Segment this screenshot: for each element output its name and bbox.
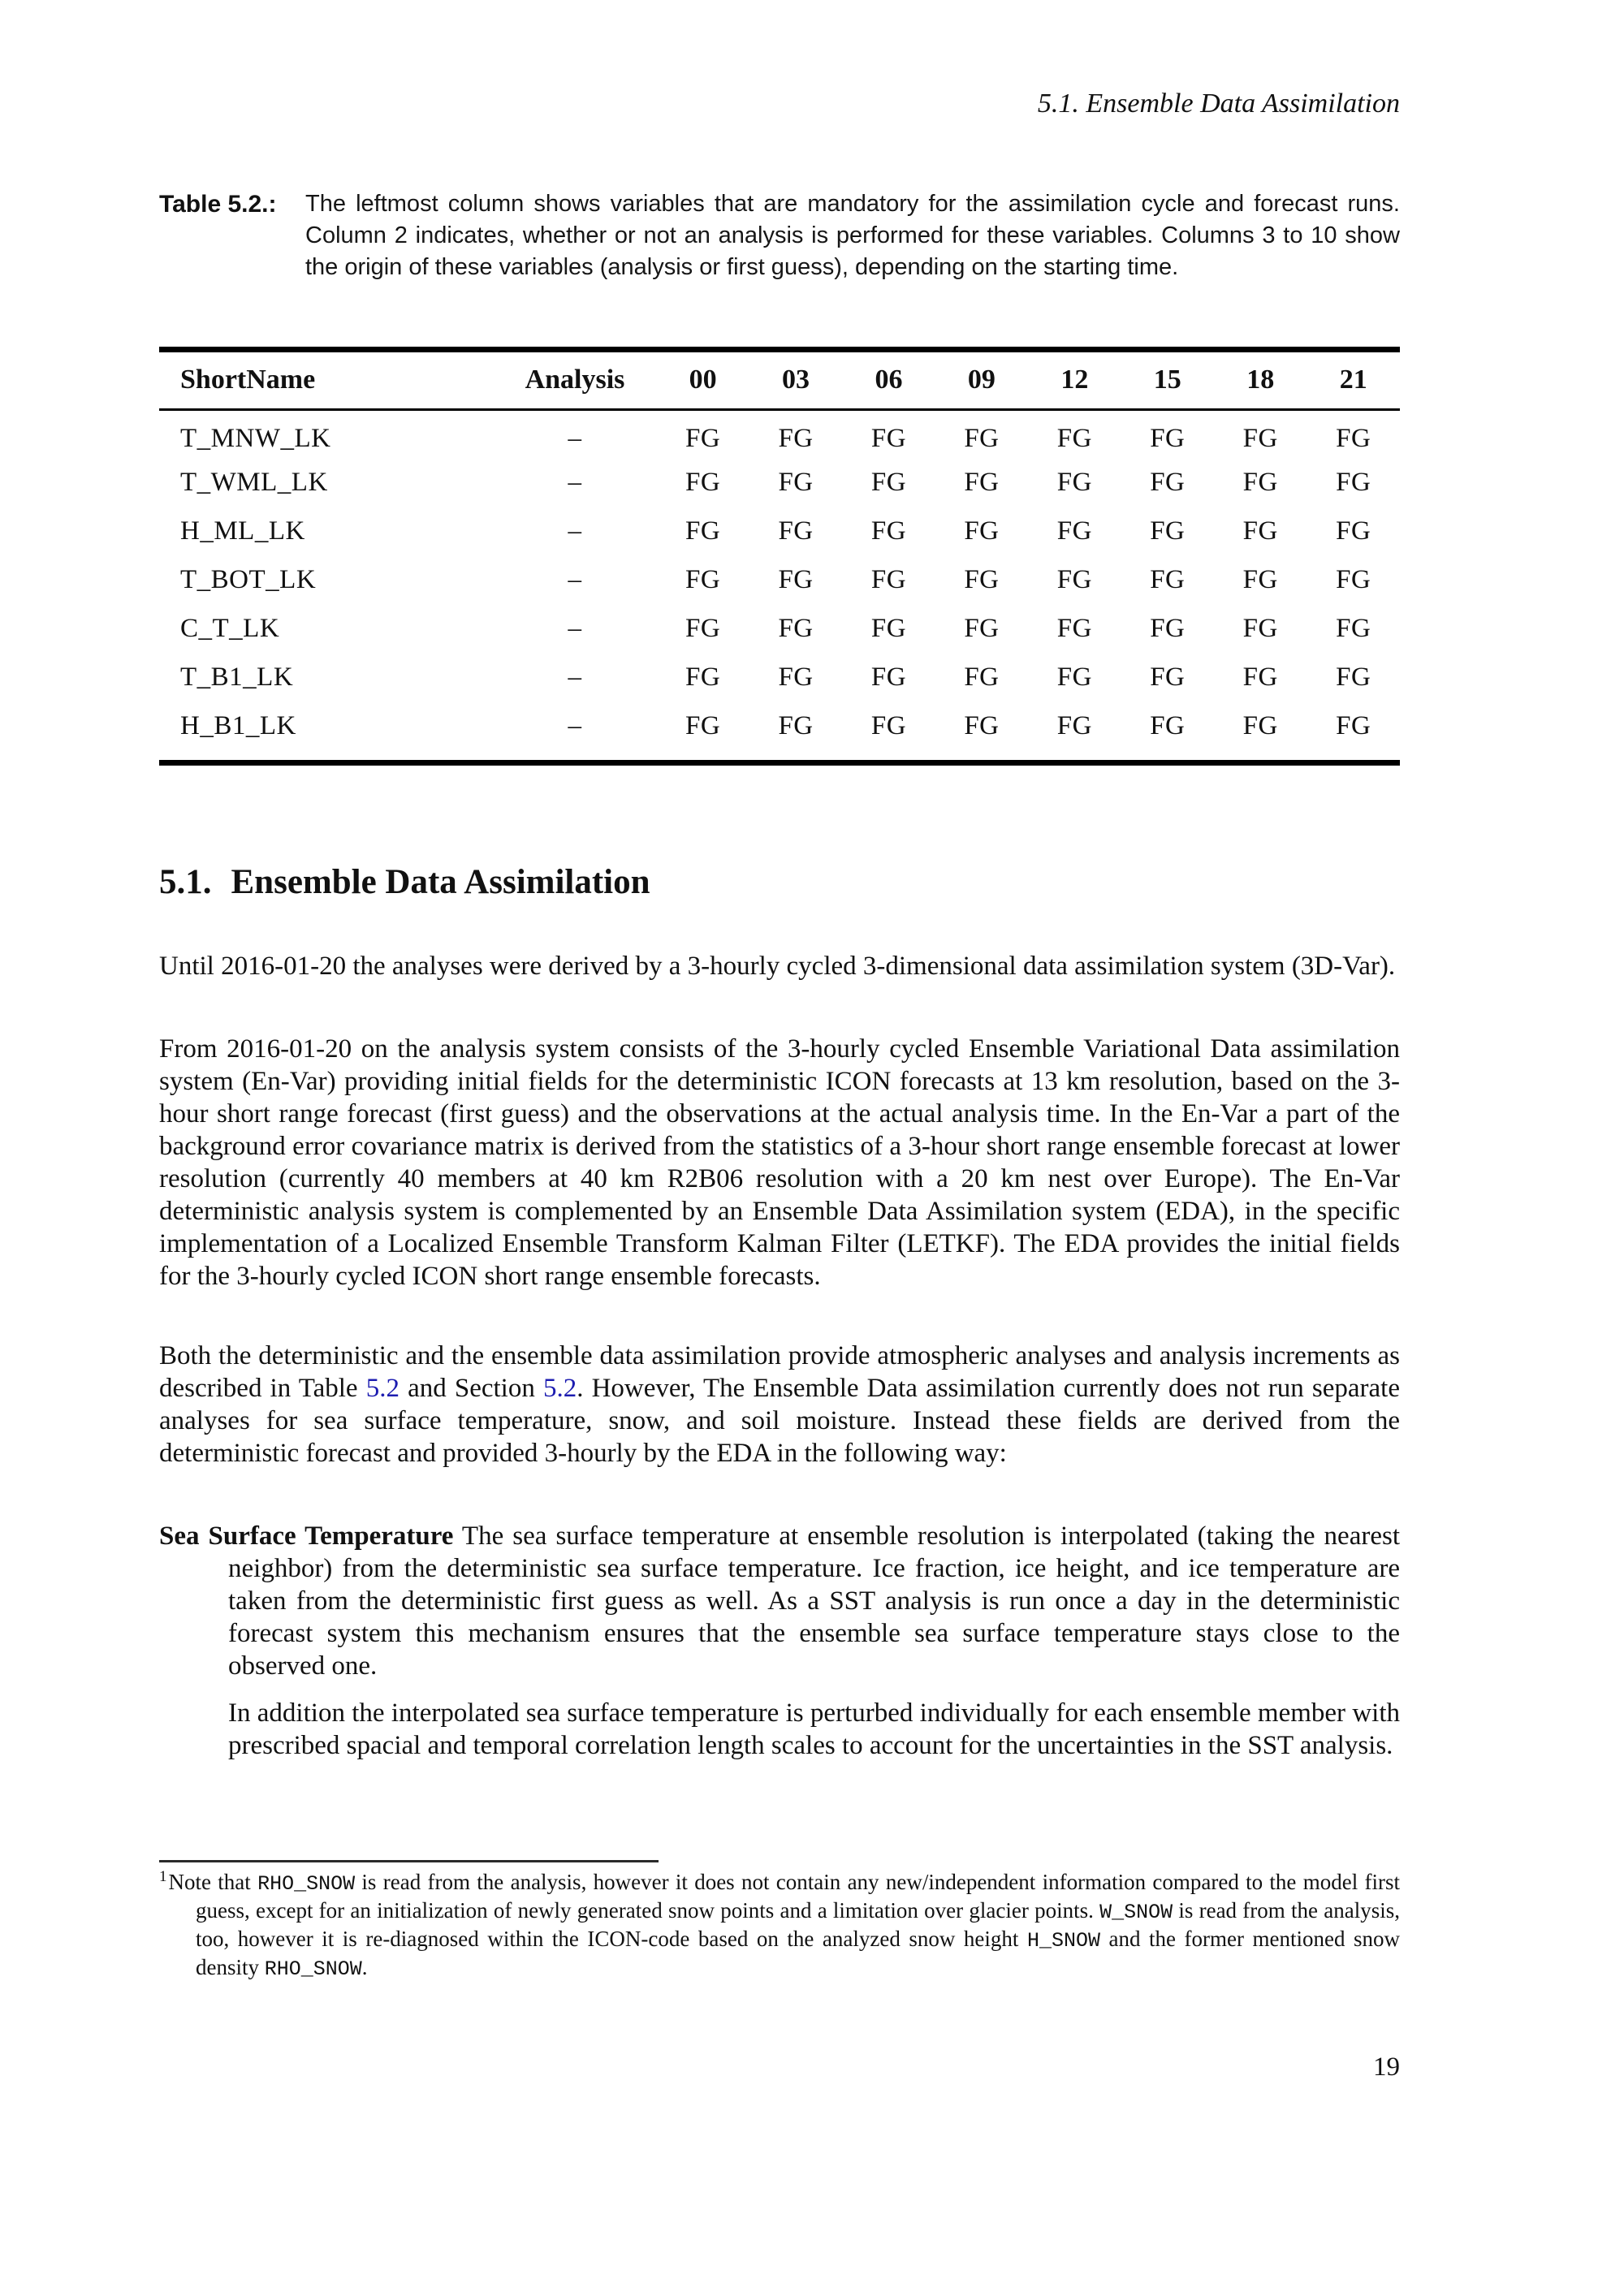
cell-value: FG <box>778 564 814 594</box>
table-row <box>159 555 1400 604</box>
cell-value: FG <box>1150 613 1186 643</box>
cell-value: FG <box>1150 424 1186 454</box>
footnote-text-part: RHO_SNOW <box>257 1872 356 1896</box>
column-header-time: 09 <box>935 352 1028 409</box>
cell-value: FG <box>1150 662 1186 692</box>
column-header-time: 06 <box>842 352 935 409</box>
cell-value: FG <box>685 424 721 454</box>
footnote-text-part: . <box>361 1955 368 1979</box>
table-header-row <box>159 352 1400 409</box>
section-heading <box>159 862 650 903</box>
footnote-text-part: W_SNOW <box>1099 1901 1173 1924</box>
cell-value: FG <box>1056 662 1092 692</box>
cell-value: FG <box>1336 662 1371 692</box>
sst-item <box>159 1520 1400 1682</box>
cell-value: FG <box>964 662 1000 692</box>
table-caption-label: Table 5.2.: <box>159 191 277 218</box>
cell-shortname: T_WML_LK <box>180 467 328 497</box>
cell-value: FG <box>870 424 907 454</box>
footnote-text-part: Note that <box>168 1870 258 1894</box>
cell-shortname: H_ML_LK <box>180 516 305 546</box>
column-header-analysis: Analysis <box>494 352 657 409</box>
cell-value: FG <box>685 516 721 546</box>
column-header-time: 15 <box>1121 352 1214 409</box>
footnote-text-part: and the former mentioned snow density <box>196 1927 1401 1979</box>
cell-value: FG <box>1242 564 1278 594</box>
cell-value: FG <box>964 424 1000 454</box>
cell-value: FG <box>1336 613 1371 643</box>
cell-value: FG <box>1242 467 1278 497</box>
sst-description: The sea surface temperature at ensemble resolution is interpolated (taking the nearest neighbor) from the deterministic sea surface temperature. Ice fraction, ice height, and ice temperature are taken from the deterministic first guess as well. As a SST analysis is run once a day in the deterministic forecast system this mechanism ensures that the ensemble sea surface temperature stays close to the observed one. <box>228 1521 1400 1681</box>
cell-shortname: T_MNW_LK <box>180 424 331 454</box>
table-row <box>159 653 1400 701</box>
cell-value: FG <box>685 613 721 643</box>
cell-value: FG <box>1336 467 1371 497</box>
paragraph-until: Until 2016-01-20 the analyses were derived by a 3-hourly cycled 3-dimensional data assimilation system (3D-Var). <box>159 952 1396 981</box>
cell-value: FG <box>1150 516 1186 546</box>
section-number: 5.1. <box>159 863 212 901</box>
cell-value: FG <box>1336 516 1371 546</box>
cell-value: FG <box>1242 424 1278 454</box>
cell-value: FG <box>1056 424 1092 454</box>
cell-value: FG <box>964 710 1000 740</box>
table-row <box>159 458 1400 507</box>
column-header-time: 12 <box>1028 352 1121 409</box>
cell-value: FG <box>1150 467 1186 497</box>
cell-value: FG <box>685 467 721 497</box>
cell-value: FG <box>964 564 1000 594</box>
paragraph-text: and Section <box>399 1374 543 1403</box>
cell-value: FG <box>1150 710 1186 740</box>
cell-analysis: – <box>568 710 582 740</box>
cell-shortname: T_BOT_LK <box>180 564 317 594</box>
column-header-time: 21 <box>1307 352 1400 409</box>
cell-value: FG <box>778 710 814 740</box>
ref-link-table-5-2[interactable]: 5.2 <box>365 1374 400 1403</box>
variables-table <box>159 352 1400 750</box>
sst-term: Sea Surface Temperature <box>159 1521 454 1551</box>
footnote-marker: 1 <box>159 1868 167 1885</box>
cell-analysis: – <box>568 424 582 454</box>
cell-value: FG <box>870 564 907 594</box>
footnote-text-part: is read from the analysis, however it does not contain any new/independent information compared to the model first guess, except for an initialization of newly generated snow points and a limitation over glacier points. <box>196 1870 1400 1923</box>
paragraph-both <box>159 1340 1400 1470</box>
cell-value: FG <box>1242 516 1278 546</box>
paragraph-text: Both the deterministic and the ensemble data assimilation provide atmospheric analyses and analysis increments as described in Table <box>159 1341 1400 1403</box>
ref-link-section-5-2[interactable]: 5.2 <box>542 1374 577 1403</box>
table-caption <box>159 188 1400 283</box>
cell-value: FG <box>870 467 907 497</box>
footnote-text-part: is read from the analysis, too, however it is re-diagnosed within the ICON-code based on the analyzed snow height <box>196 1898 1400 1951</box>
cell-value: FG <box>1056 710 1092 740</box>
column-header-time: 18 <box>1214 352 1307 409</box>
paragraph-from: From 2016-01-20 on the analysis system consists of the 3-hourly cycled Ensemble Variational Data assimilation system (En-Var) providing initial fields for the deterministic ICON forecasts at 13 km resolution, based on the 3-hour short range forecast (first guess) and the observations at the actual analysis time. In the En-Var a part of the background error covariance matrix is derived from the statistics of a 3-hour short range ensemble forecast at lower resolution (currently 40 members at 40 km R2B06 resolution with a 20 km nest over Europe). The En-Var deterministic analysis system is complemented by an Ensemble Data Assimilation system (EDA), in the specific implementation of a Localized Ensemble Transform Kalman Filter (LETKF). The EDA provides the initial fields for the 3-hourly cycled ICON short range ensemble forecasts. <box>159 1034 1400 1291</box>
cell-value: FG <box>778 424 814 454</box>
cell-value: FG <box>1336 424 1371 454</box>
cell-shortname: C_T_LK <box>180 613 280 643</box>
cell-value: FG <box>1056 467 1092 497</box>
cell-value: FG <box>870 710 907 740</box>
cell-value: FG <box>1056 613 1092 643</box>
variables-table-frame <box>159 347 1400 766</box>
cell-value: FG <box>1336 564 1371 594</box>
cell-value: FG <box>1056 516 1092 546</box>
cell-value: FG <box>685 662 721 692</box>
cell-value: FG <box>1150 564 1186 594</box>
table-row <box>159 409 1400 458</box>
paragraph-text: . However, The Ensemble Data assimilation currently does not run separate analyses for sea surface temperature, snow, and soil moisture. Instead these fields are derived from the deterministic forecast and provided 3-hourly by the EDA in the following way: <box>159 1374 1400 1468</box>
cell-value: FG <box>685 564 721 594</box>
footnote-rule <box>159 1860 659 1862</box>
page-number: 19 <box>1373 2052 1400 2082</box>
table-caption-text: The leftmost column shows variables that are mandatory for the assimilation cycle and forecast runs. Column 2 indicates, whether or not an analysis is performed for these variables. Columns 3 to 10 show the origin of these variables (analysis or first guess), depending on the starting time. <box>305 191 1400 280</box>
page-content <box>159 0 1400 2296</box>
cell-value: FG <box>870 613 907 643</box>
column-header-time: 03 <box>749 352 842 409</box>
cell-value: FG <box>870 516 907 546</box>
cell-value: FG <box>964 467 1000 497</box>
footnote <box>159 1869 1400 1983</box>
cell-value: FG <box>685 710 721 740</box>
cell-shortname: H_B1_LK <box>180 710 296 740</box>
cell-value: FG <box>964 516 1000 546</box>
section-title: Ensemble Data Assimilation <box>231 863 650 901</box>
column-header-shortname: ShortName <box>159 352 494 409</box>
cell-value: FG <box>1242 710 1278 740</box>
table-row <box>159 701 1400 750</box>
cell-value: FG <box>964 613 1000 643</box>
table-row <box>159 507 1400 555</box>
footnote-text-part: RHO_SNOW <box>264 1957 362 1981</box>
cell-value: FG <box>778 467 814 497</box>
cell-value: FG <box>778 613 814 643</box>
column-header-time: 00 <box>656 352 749 409</box>
cell-value: FG <box>778 662 814 692</box>
table-row <box>159 604 1400 653</box>
footnote-text <box>169 1870 1401 1979</box>
sst-paragraph-2: In addition the interpolated sea surface temperature is perturbed individually for each ensemble member with prescribed spacial and temporal correlation length scales to account for the uncertainties in the SST analysis. <box>228 1698 1400 1760</box>
cell-value: FG <box>1242 613 1278 643</box>
footnote-text-part: H_SNOW <box>1026 1929 1100 1953</box>
cell-value: FG <box>1242 662 1278 692</box>
cell-value: FG <box>1336 710 1371 740</box>
cell-shortname: T_B1_LK <box>180 662 294 692</box>
running-header: 5.1. Ensemble Data Assimilation <box>1037 88 1400 119</box>
cell-value: FG <box>1056 564 1092 594</box>
cell-analysis: – <box>568 662 582 692</box>
cell-analysis: – <box>568 467 582 497</box>
cell-value: FG <box>778 516 814 546</box>
cell-analysis: – <box>568 516 582 546</box>
cell-value: FG <box>870 662 907 692</box>
cell-analysis: – <box>568 613 582 643</box>
cell-analysis: – <box>568 564 582 594</box>
